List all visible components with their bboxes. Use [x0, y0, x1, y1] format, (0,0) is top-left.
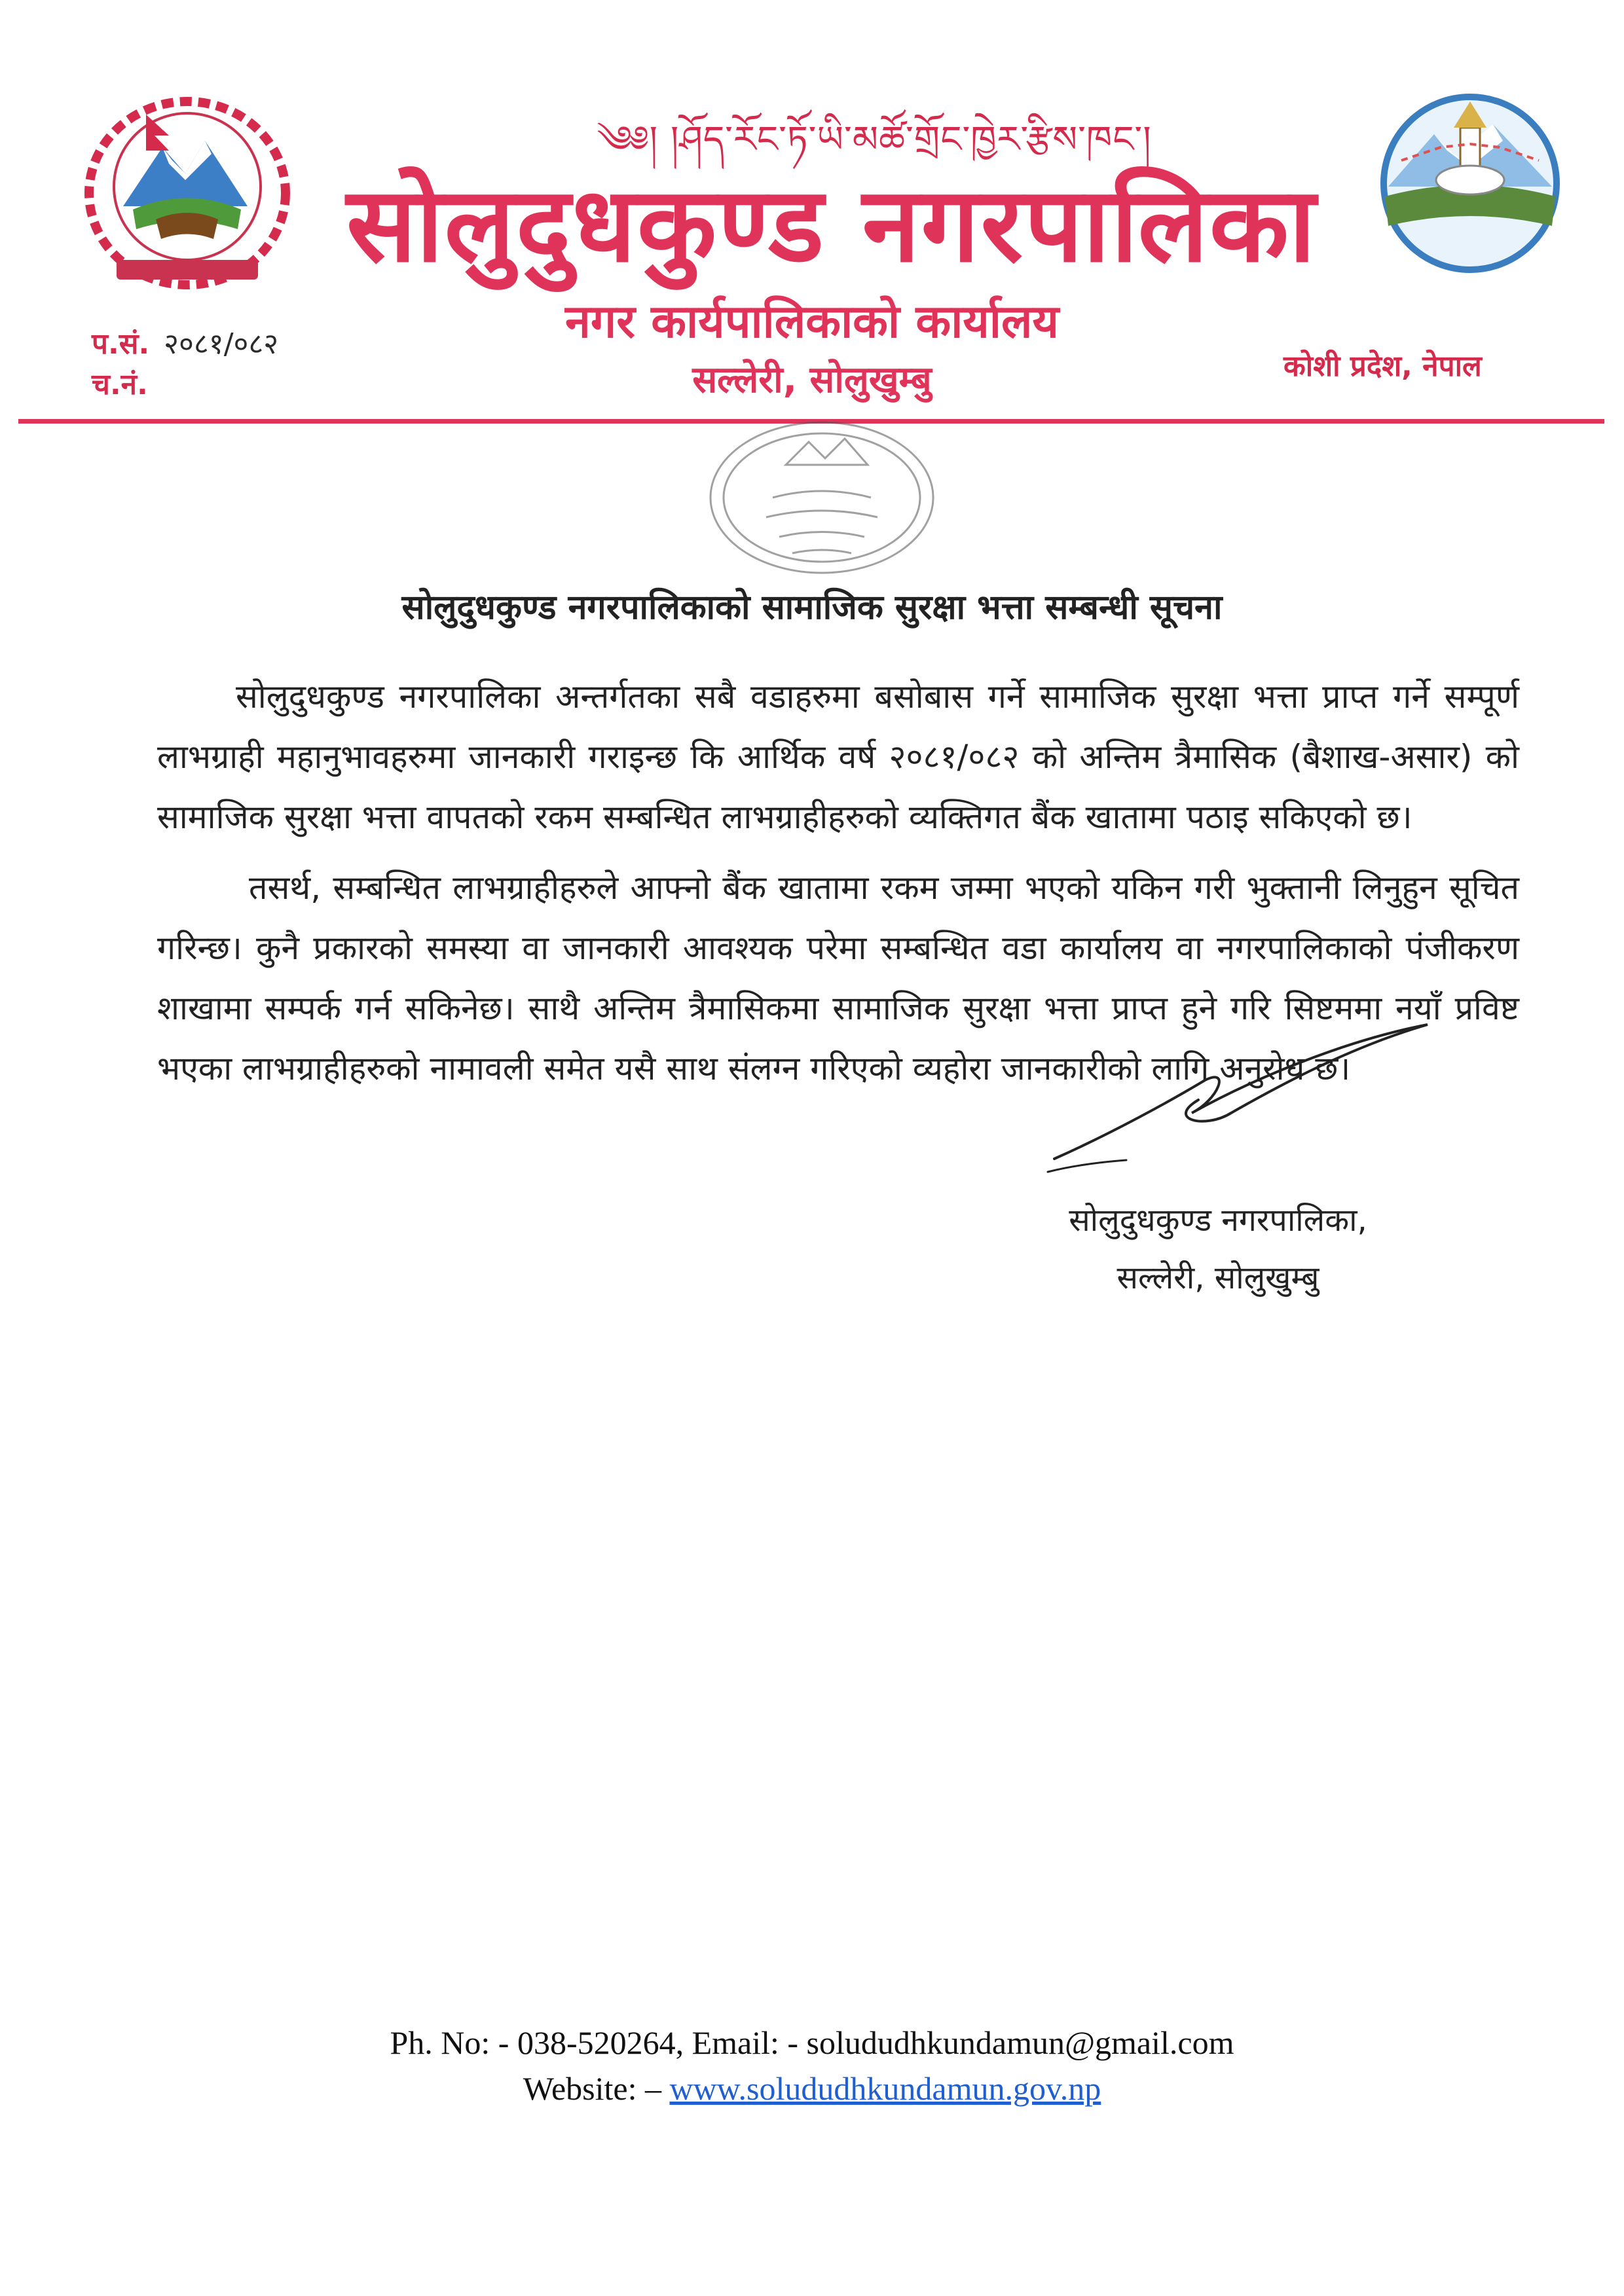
footer-website-row — [157, 2066, 1467, 2111]
signatory-address: सल्लेरी, सोलुखुम्बु — [1116, 1260, 1320, 1296]
signatory-block — [1035, 1192, 1401, 1307]
dispatch-label: च.नं. — [92, 367, 148, 401]
footer-website-link[interactable]: www.solududhkundamun.gov.np — [669, 2070, 1101, 2107]
handwritten-signature-icon — [1035, 1021, 1441, 1185]
dispatch-number-row — [92, 365, 278, 405]
footer-contact: Ph. No: - 038-520264, Email: - solududhkundamun@gmail.com — [390, 2024, 1234, 2061]
stupa-mountain-logo-icon — [1356, 88, 1585, 278]
office-location: सल्लेरी, सोलुखुम्बु — [692, 359, 932, 401]
notice-paragraph-1: सोलुदुधकुण्ड नगरपालिका अन्तर्गतका सबै वडाहरुमा बसोबास गर्ने सामाजिक सुरक्षा भत्ता प्राप्त गर्ने सम्पूर्ण लाभग्राही महानुभावहरुमा जानकारी गराइन्छ कि आर्थिक वर्ष २०८१/०८२ को अन्तिम त्रैमासिक (बैशाख-असार) को सामाजिक सुरक्षा भत्ता वापतको रकम सम्बन्धित लाभग्राहीहरुको व्यक्तिगत बैंक खातामा पठाइ सकिएको छ। — [157, 678, 1519, 836]
reference-number-row — [92, 324, 278, 365]
province-label: कोशी प्रदेश, नेपाल — [1283, 350, 1482, 383]
office-stamp-icon — [694, 419, 950, 589]
notice-paragraph-2: तसर्थ, सम्बन्धित लाभग्राहीहरुले आफ्नो बैंक खातामा रकम जम्मा भएको यकिन गरी भुक्तानी लिनुहुन सूचित गरिन्छ। कुनै प्रकारको समस्या वा जानकारी आवश्यक परेमा सम्बन्धित वडा कार्यालय वा नगरपालिकाको पंजीकरण शाखामा सम्पर्क गर्न सकिनेछ। साथै अन्तिम त्रैमासिकमा सामाजिक सुरक्षा भत्ता प्राप्त हुने गरि सिष्टममा नयाँ प्रविष्ट भएका लाभग्राहीहरुको नामावली समेत यसै साथ संलग्न गरिएको व्यहोरा जानकारीको लागि अनुरोध छ। — [157, 869, 1519, 1087]
nepal-government-emblem-icon — [71, 88, 303, 295]
tibetan-header-line: ༄༅། །ཤོད་རོང་ཏོ་ཡི་མཚོ་གྲོང་ཁྱེར་རྩིས་ཁང་། — [597, 118, 1152, 161]
reference-block — [92, 324, 278, 405]
reference-label: प.सं. — [92, 327, 150, 361]
municipality-title: सोलुदुधकुण्ड नगरपालिका — [346, 165, 1318, 285]
office-subtitle: नगर कार्यपालिकाको कार्यालय — [564, 295, 1060, 348]
reference-value: २०८१/०८२ — [164, 327, 279, 361]
notice-title: सोलुदुधकुण्ड नगरपालिकाको सामाजिक सुरक्षा भत्ता सम्बन्धी सूचना — [401, 588, 1223, 627]
footer — [157, 2020, 1467, 2111]
footer-website-label: Website: – — [523, 2070, 661, 2107]
signatory-name: सोलुदुधकुण्ड नगरपालिका, — [1069, 1202, 1367, 1239]
